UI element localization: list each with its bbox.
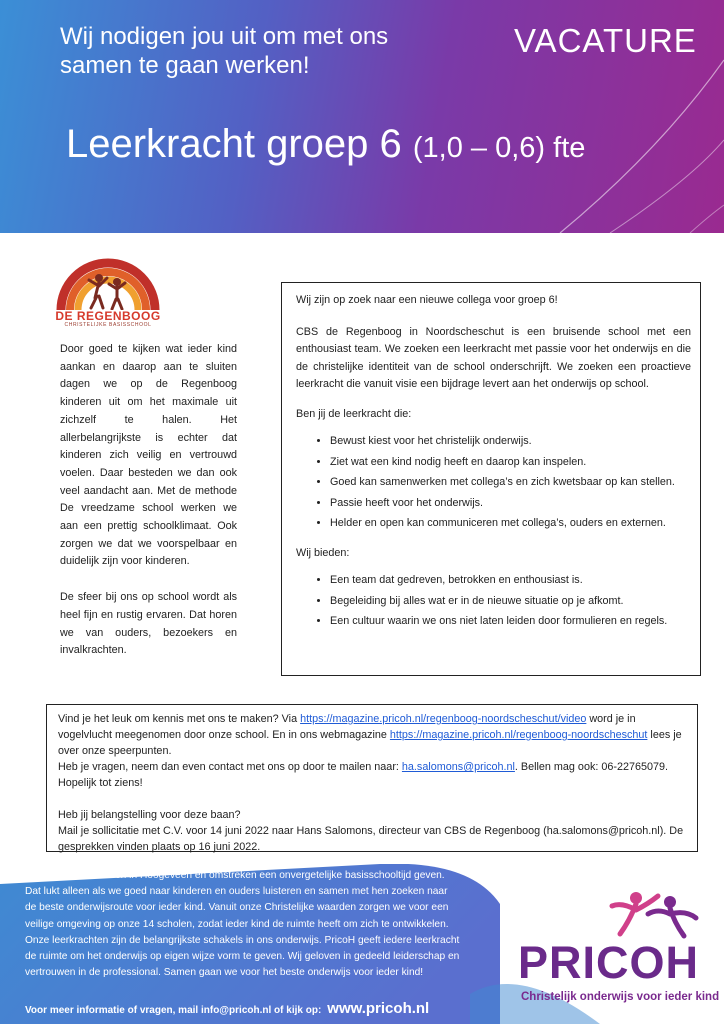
header-banner xyxy=(0,0,724,233)
vacancy-box xyxy=(281,282,701,676)
contact-text: . Bellen mag ook: 06-22765079. Hopelijk tot ziens! xyxy=(58,761,668,789)
contact-text: Vind je het leuk om kennis met ons te maken? Via xyxy=(58,713,301,725)
rainbow-icon xyxy=(55,258,161,310)
email-link[interactable]: ha.salomons@pricoh.nl xyxy=(401,761,515,773)
apply-instructions: Mail je sollicitatie met C.V. voor 14 juni 2022 naar Hans Salomons, directeur van CBS de Regenboog (ha.salomons@pricoh.nl). De gesprekken vinden plaats op 16 juni 2022. xyxy=(58,825,684,853)
quality-item: • Goed kan samenwerken met collega’s en zich kwetsbaar op kan stellen. xyxy=(330,474,691,492)
qualities-list xyxy=(296,433,691,533)
contact-text: lees je over onze speerpunten. xyxy=(58,729,682,757)
school-paragraph: De sfeer bij ons op school wordt als heel fijn en rustig ervaren. Dat horen we van ouders, bezoekers en invalkrachten. xyxy=(60,591,237,657)
more-info xyxy=(25,1000,429,1017)
offer-item: • Een cultuur waarin we ons niet laten leiden door formulieren en regels. xyxy=(330,613,691,631)
offer-item: • Een team dat gedreven, betrokken en enthousiast is. xyxy=(330,572,691,590)
quality-item: • Bewust kiest voor het christelijk onderwijs. xyxy=(330,433,691,451)
quality-item: • Ziet wat een kind nodig heeft en daarop kan inspelen. xyxy=(330,454,691,472)
contact-box xyxy=(46,704,698,852)
contact-text: word je in vogelvlucht meegenomen door onze school. En in ons webmagazine xyxy=(58,713,636,741)
logo-name: DE REGENBOOG xyxy=(55,309,161,323)
vacature-label: VACATURE xyxy=(514,22,697,59)
job-fte: (1,0 – 0,6) fte xyxy=(412,132,586,164)
contact-intro xyxy=(58,711,687,759)
quality-item: • Passie heeft voor het onderwijs. xyxy=(330,495,691,513)
pricoh-description: PricoH wil de kinderen in Hoogeveen en omstreken een onvergetelijke basisschooltijd geven. Dat lukt alleen als we goed naar kinderen en ouders luisteren en samen met hen zoeken naar de beste onderwijsroute voor ieder kind. Vanuit onze Christelijke waarden zorgen we voor een veilige omgeving op onze 14 scholen, zodat ieder kind de ruimte heeft om zich te ontwikkelen. Onze leerkrachten zijn de belangrijkste schakels in ons onderwijs. PricoH geeft iedere leerkracht de ruimte om het onderwijs op eigen wijze vorm te geven. Wij geloven in gedeeld leiderschap en vertrouwen in de professional. Samen gaan we voor het beste onderwijs voor ieder kind! xyxy=(25,870,460,979)
offers-list xyxy=(296,572,691,631)
job-title-text: Leerkracht groep 6 xyxy=(66,122,402,166)
apply-question: Heb jij belangstelling voor deze baan? xyxy=(58,809,241,821)
school-paragraph: Door goed te kijken wat ieder kind aankan en daarop aan te sluiten dagen we op de Regenboog kinderen uit om het maximale uit zichzelf te halen. Het allerbelangrijkste is echter dat kinderen zich veilig en vertrouwd voelen. Daar besteden we dan ook veel aandacht aan. Met de methode De vreedzame school werken we aan een prettig schoolklimaat. Ook zorgen we dat we voorspelbaar en duidelijk zijn voor kinderen. xyxy=(60,343,237,568)
contact-text: Heb je vragen, neem dan even contact met ons op door te mailen naar: xyxy=(58,761,402,773)
quality-item: • Helder en open kan communiceren met collega’s, ouders en externen. xyxy=(330,515,691,533)
offers-lead: Wij bieden: xyxy=(296,546,350,559)
website-link[interactable]: www.pricoh.nl xyxy=(327,1000,430,1017)
logo-subtitle: CHRISTELIJKE BASISSCHOOL xyxy=(64,322,152,328)
pricoh-tagline: Christelijk onderwijs voor ieder kind xyxy=(521,991,720,1003)
vacancy-about: CBS de Regenboog in Noordscheschut is een bruisende school met een enthousiast team. We zoeken een leerkracht met passie voor het onderwijs en die de christelijke identiteit van de school onderschrijft. We zoeken een proactieve leerkracht die vanuit visie een bijdrage levert aan het onderwijs op school. xyxy=(296,325,691,390)
qualities-lead: Ben jij de leerkracht die: xyxy=(296,407,412,420)
contact-questions xyxy=(58,759,687,791)
video-link[interactable]: https://magazine.pricoh.nl/regenboog-noordscheschut/video xyxy=(300,713,587,725)
job-title xyxy=(66,122,585,167)
more-info-text: Voor meer informatie of vragen, mail info@pricoh.nl of kijk op: xyxy=(25,1005,322,1016)
magazine-link[interactable]: https://magazine.pricoh.nl/regenboog-noordscheschut xyxy=(389,729,648,741)
vacancy-intro: Wij zijn op zoek naar een nieuwe collega voor groep 6! xyxy=(296,294,558,306)
invite-text: Wij nodigen jou uit om met ons samen te gaan werken! xyxy=(60,23,389,79)
offer-item: • Begeleiding bij alles wat er in de nieuwe situatie op je afkomt. xyxy=(330,593,691,611)
pricoh-brand: PRICOH xyxy=(518,937,700,988)
school-description xyxy=(60,341,237,660)
